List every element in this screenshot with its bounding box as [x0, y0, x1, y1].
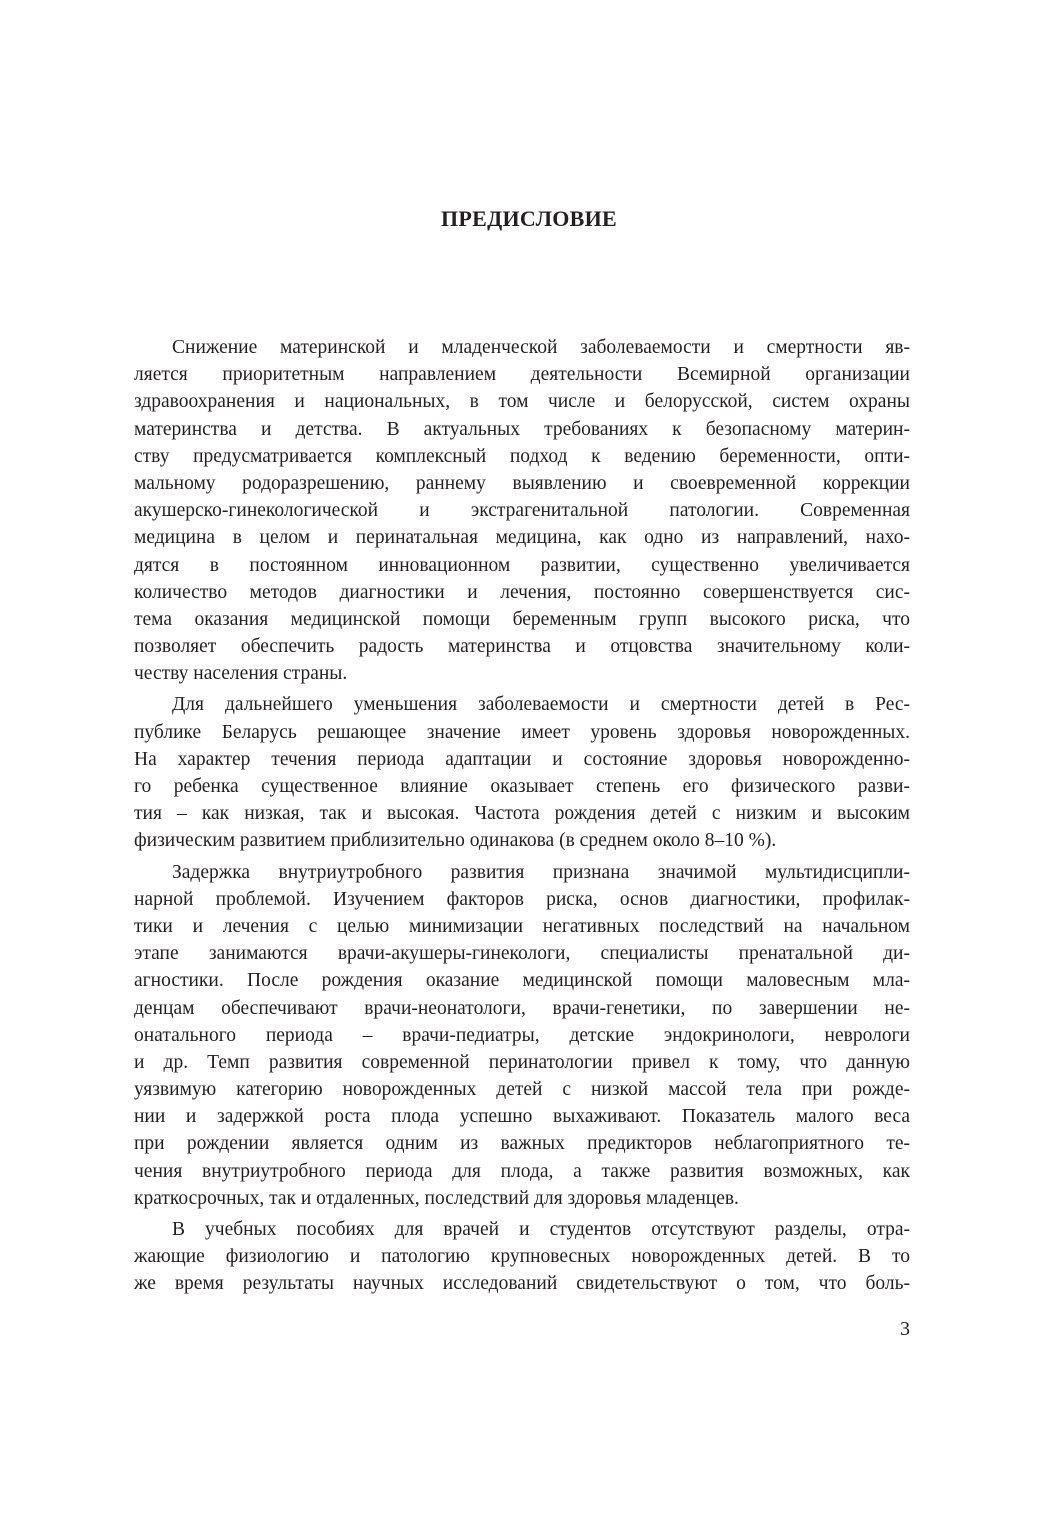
text-line: здравоохранения и национальных, в том числе и белорусской, систем охраны: [134, 391, 910, 413]
text-line: же время результаты научных исследований свидетельствуют о том, что боль-: [134, 1273, 910, 1295]
text-line: агностики. После рождения оказание медицинской помощи маловесным мла-: [134, 970, 910, 992]
text-line: тема оказания медицинской помощи беременным групп высокого риска, что: [134, 608, 910, 630]
text-line: тия – как низкая, так и высокая. Частота рождения детей с низким и высоким: [134, 803, 910, 825]
text-line: В учебных пособиях для врачей и студентов отсутствуют разделы, отра-: [172, 1219, 910, 1240]
text-line: позволяет обеспечить радость материнства и отцовства значительному коли-: [134, 636, 910, 658]
paragraph-1: [134, 334, 910, 687]
text-line: материнства и детства. В актуальных требованиях к безопасному материн-: [134, 418, 910, 440]
text-line: Для дальнейшего уменьшения заболеваемости и смертности детей в Рес-: [172, 694, 910, 716]
body-text: [134, 334, 910, 1298]
page-title: ПРЕДИСЛОВИЕ: [440, 206, 618, 231]
text-line: На характер течения периода адаптации и состояние здоровья новорожденно-: [134, 748, 910, 770]
text-line: мальному родоразрешению, раннему выявлению и своевременной коррекции: [134, 472, 910, 494]
text-line: нарной проблемой. Изучением факторов риска, основ диагностики, профилак-: [134, 888, 910, 910]
page-number: 3: [900, 1318, 910, 1340]
text-line: честву населения страны.: [134, 663, 348, 685]
paragraph-4: [134, 1216, 910, 1298]
text-line: чения внутриутробного периода для плода, а также развития возможных, как: [134, 1160, 910, 1182]
text-line: ству предусматривается комплексный подход к ведению беременности, опти-: [134, 445, 910, 467]
text-line: физическим развитием приблизительно одинакова (в среднем около 8–10 %).: [134, 830, 777, 852]
text-line: жающие физиологию и патологию крупновесных новорожденных детей. В то: [134, 1246, 910, 1268]
text-line: тики и лечения с целью минимизации негативных последствий на начальном: [134, 915, 910, 937]
text-line: нии и задержкой роста плода успешно выхаживают. Показатель малого веса: [134, 1106, 910, 1128]
text-line: го ребенка существенное влияние оказывает степень его физического разви-: [134, 776, 910, 797]
text-line: денцам обеспечивают врачи-неонатологи, врачи-генетики, по завершении не-: [134, 997, 910, 1019]
text-line: ляется приоритетным направлением деятельности Всемирной организации: [134, 364, 910, 386]
text-line: и др. Темп развития современной перинатологии привел к тому, что данную: [134, 1051, 910, 1073]
text-line: количество методов диагностики и лечения, постоянно совершенствуется сис-: [134, 581, 910, 603]
text-line: акушерско-гинекологической и экстрагенитальной патологии. Современная: [134, 500, 910, 522]
paragraph-2: [134, 691, 910, 854]
text-line: публике Беларусь решающее значение имеет уровень здоровья новорожденных.: [134, 721, 910, 743]
text-line: при рождении является одним из важных предикторов неблагоприятного те-: [134, 1133, 910, 1155]
text-line: дятся в постоянном инновационном развитии, существенно увеличивается: [134, 554, 910, 576]
paragraph-3: [134, 859, 910, 1212]
text-line: Снижение материнской и младенческой заболеваемости и смертности яв-: [172, 337, 910, 358]
text-line: краткосрочных, так и отдаленных, последствий для здоровья младенцев.: [134, 1187, 739, 1209]
text-line: медицина в целом и перинатальная медицина, как одно из направлений, нахо-: [134, 527, 910, 549]
text-line: уязвимую категорию новорожденных детей с низкой массой тела при рожде-: [134, 1079, 910, 1101]
text-line: Задержка внутриутробного развития признана значимой мультидисципли-: [172, 861, 910, 883]
text-line: онатального периода – врачи-педиатры, детские эндокринологи, неврологи: [134, 1024, 910, 1046]
text-line: этапе занимаются врачи-акушеры-гинекологи, специалисты пренатальной ди-: [134, 943, 910, 965]
